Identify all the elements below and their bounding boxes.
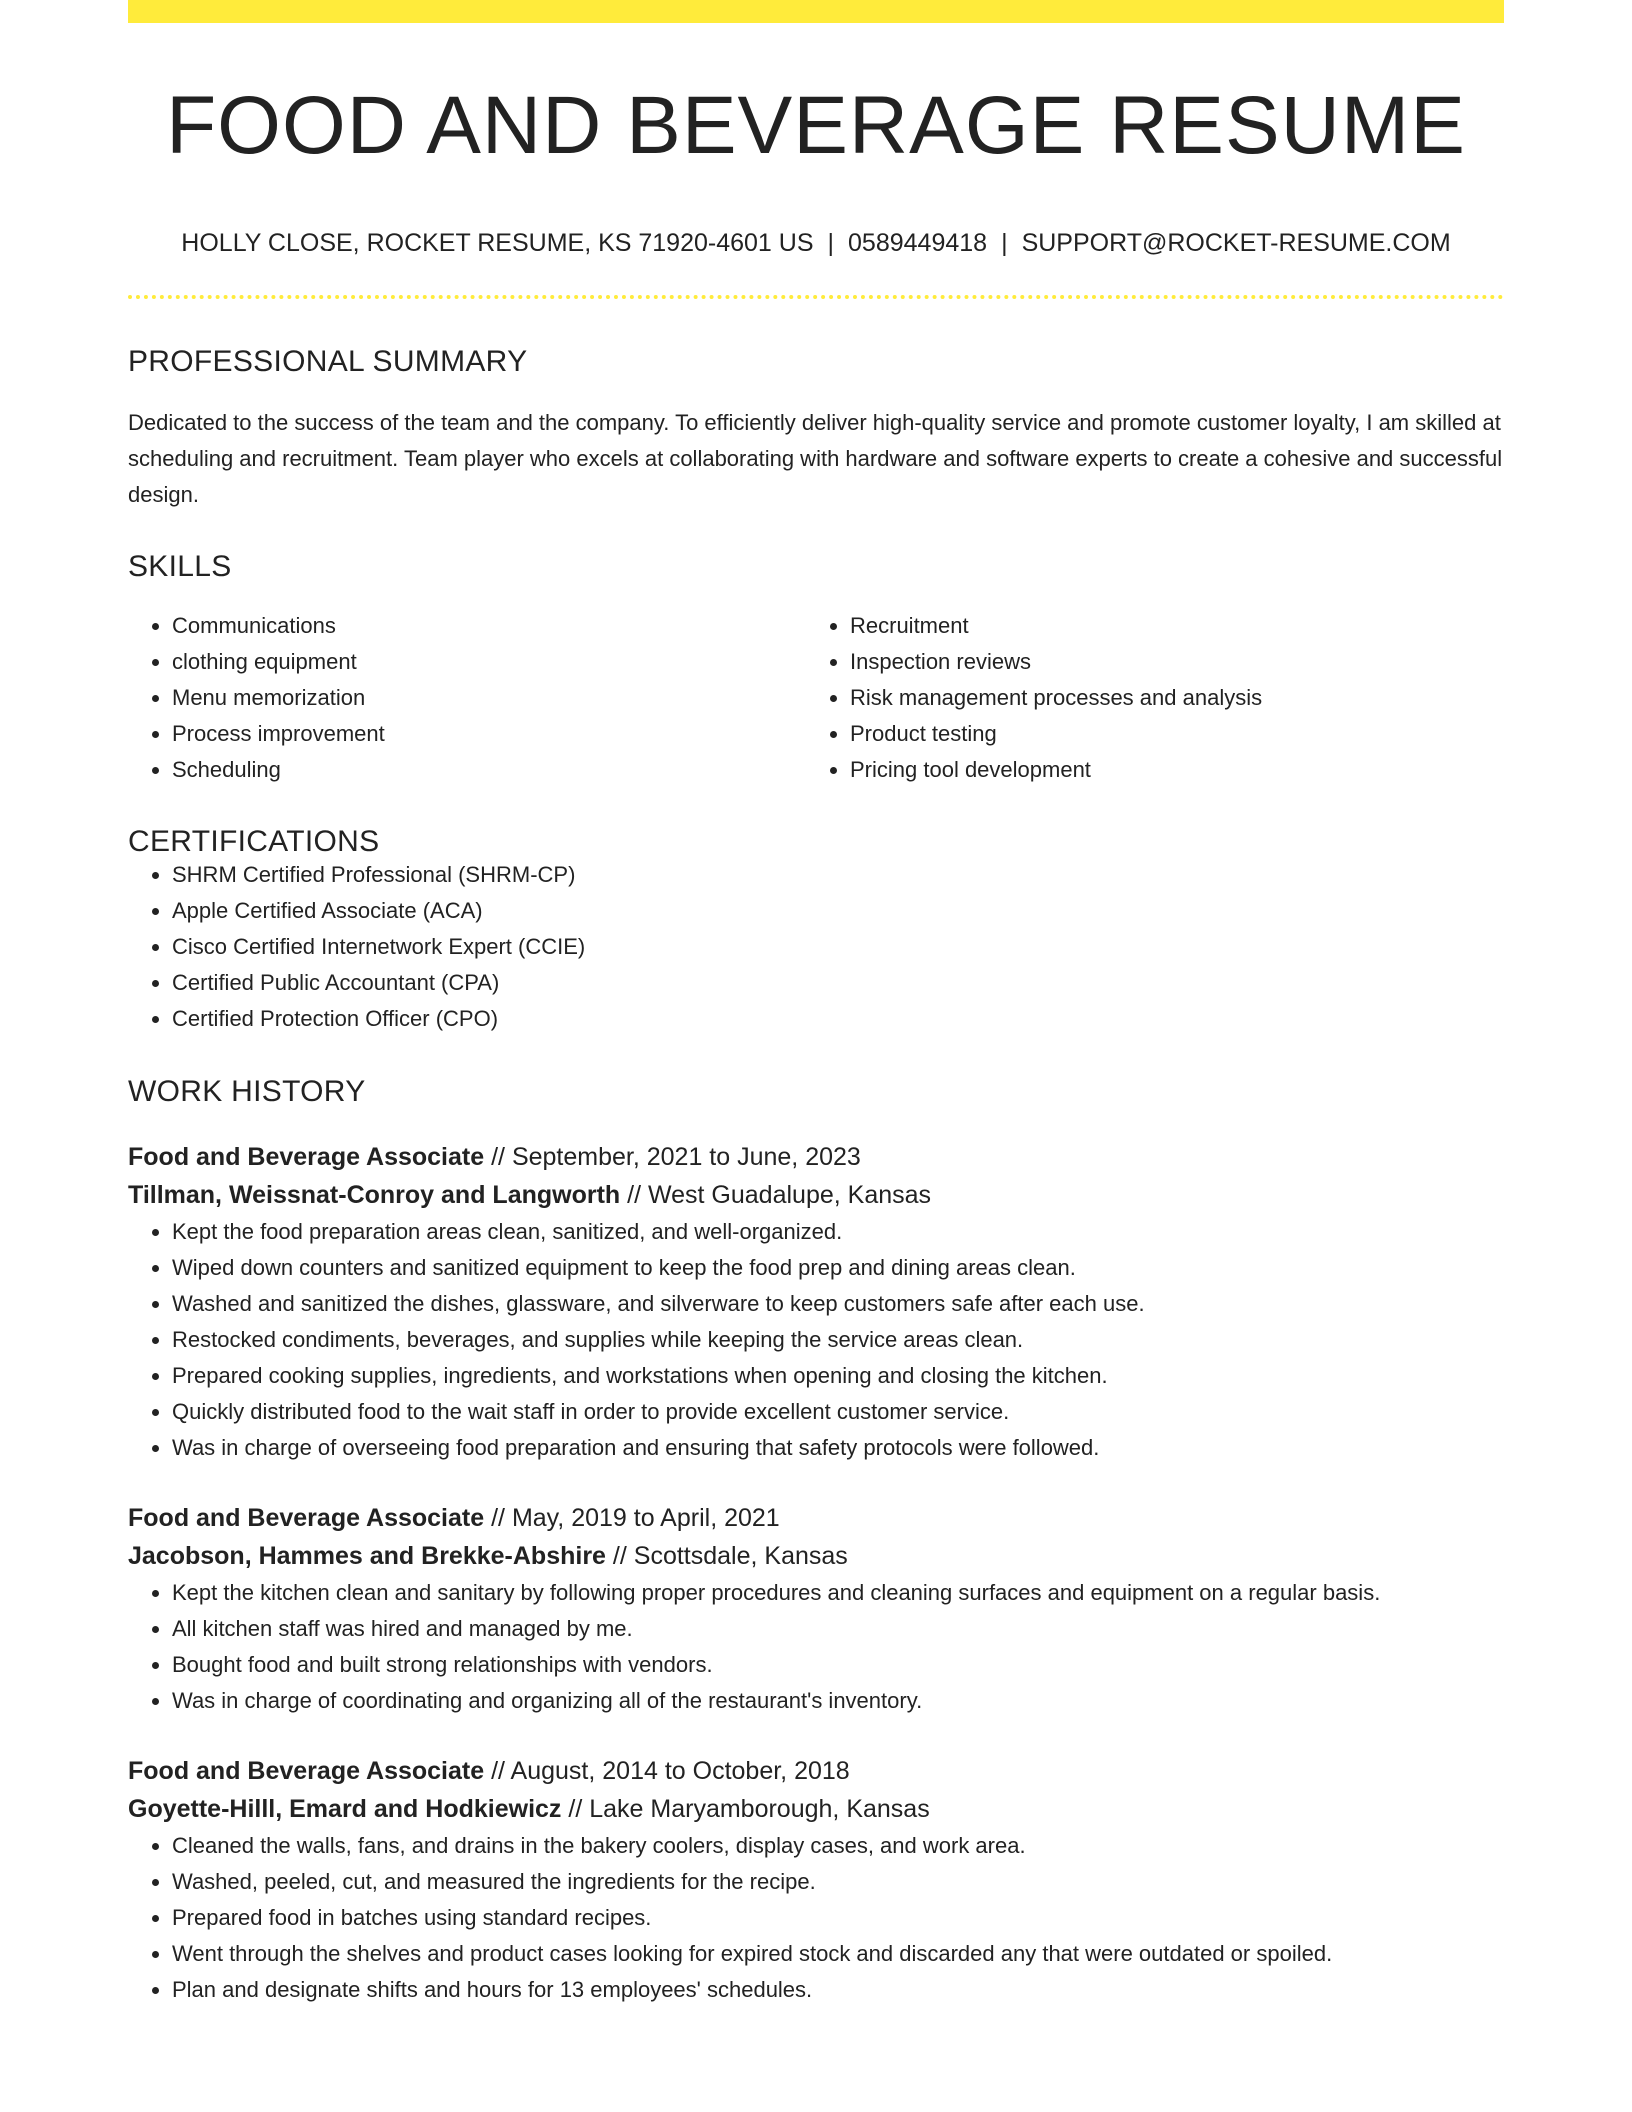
job-separator: // — [561, 1795, 590, 1823]
skill-item: • Scheduling — [172, 752, 806, 788]
contact-separator: | — [827, 229, 835, 257]
job-separator: // — [484, 1143, 512, 1171]
job-dates: May, 2019 to April, 2021 — [511, 1504, 780, 1532]
job-separator: // — [484, 1504, 512, 1532]
job-duty-item: • Prepared cooking supplies, ingredients, and workstations when opening and closing the kitchen. — [172, 1358, 1504, 1394]
certification-item: • Apple Certified Associate (ACA) — [172, 893, 1504, 929]
certification-item: • SHRM Certified Professional (SHRM-CP) — [172, 857, 1504, 893]
dotted-divider — [128, 295, 1504, 299]
skill-item: • Recruitment — [850, 608, 1484, 644]
resume-title: FOOD AND BEVERAGE RESUME — [166, 80, 1466, 171]
job-duty-item: • Cleaned the walls, fans, and drains in the bakery coolers, display cases, and work area. — [172, 1828, 1504, 1864]
job-title: Food and Beverage Associate — [128, 1504, 485, 1532]
job-separator: // — [484, 1757, 511, 1785]
skill-item: • Communications — [172, 608, 806, 644]
job-company: Tillman, Weissnat-Conroy and Langworth — [128, 1181, 621, 1209]
job-company: Jacobson, Hammes and Brekke-Abshire — [128, 1542, 606, 1570]
job-company: Goyette-Hilll, Emard and Hodkiewicz — [128, 1795, 562, 1823]
accent-top-bar — [128, 0, 1504, 23]
job-dates: September, 2021 to June, 2023 — [511, 1143, 861, 1171]
job-duty-item: • Plan and designate shifts and hours for 13 employees' schedules. — [172, 1972, 1504, 2008]
job-title-line — [128, 1752, 1504, 1790]
skills-heading: SKILLS — [128, 550, 232, 583]
job-title: Food and Beverage Associate — [128, 1757, 485, 1785]
job-duty-item: • Washed, peeled, cut, and measured the ingredients for the recipe. — [172, 1864, 1504, 1900]
job-duty-item: • Washed and sanitized the dishes, glassware, and silverware to keep customers safe after each use. — [172, 1286, 1504, 1322]
summary-heading: PROFESSIONAL SUMMARY — [128, 345, 528, 378]
job-duties-list — [128, 1214, 1504, 1466]
certification-item: • Certified Public Accountant (CPA) — [172, 965, 1504, 1001]
summary-text: Dedicated to the success of the team and the company. To efficiently deliver high-quality service and promote customer loyalty, I am skilled at scheduling and recruitment. Team player who excels at collaborating with hardware and software experts to create a cohesive and successful design. — [128, 410, 1503, 507]
skill-item: • Pricing tool development — [850, 752, 1484, 788]
job-duty-item: • Was in charge of overseeing food preparation and ensuring that safety protocols were followed. — [172, 1430, 1504, 1466]
job-duty-item: • Kept the food preparation areas clean, sanitized, and well-organized. — [172, 1214, 1504, 1250]
job-duty-item: • Bought food and built strong relationships with vendors. — [172, 1647, 1504, 1683]
job-separator: // — [620, 1181, 648, 1209]
job-separator: // — [605, 1542, 634, 1570]
job-dates: August, 2014 to October, 2018 — [510, 1757, 850, 1785]
work-history-heading: WORK HISTORY — [128, 1075, 366, 1108]
job-duty-item: • Went through the shelves and product cases looking for expired stock and discarded any that were outdated or spoiled. — [172, 1936, 1504, 1972]
skill-item: • Menu memorization — [172, 680, 806, 716]
job-title-line — [128, 1499, 1504, 1537]
job-entry — [128, 1499, 1504, 1719]
contact-address: HOLLY CLOSE, ROCKET RESUME, KS 71920-4601 US — [181, 229, 814, 257]
skills-right-list — [806, 608, 1484, 788]
certifications-heading: CERTIFICATIONS — [128, 825, 380, 858]
job-duty-item: • Kept the kitchen clean and sanitary by following proper procedures and cleaning surfaces and equipment on a regular basis. — [172, 1575, 1504, 1611]
contact-email: SUPPORT@ROCKET-RESUME.COM — [1021, 229, 1451, 257]
resume-page — [128, 0, 1504, 2008]
certification-item: • Certified Protection Officer (CPO) — [172, 1001, 1504, 1037]
skills-left-list — [128, 608, 806, 788]
contact-separator: | — [1001, 229, 1008, 257]
job-duties-list — [128, 1575, 1504, 1719]
job-location: Lake Maryamborough, Kansas — [589, 1795, 930, 1823]
certification-item: • Cisco Certified Internetwork Expert (CCIE) — [172, 929, 1504, 965]
job-company-line — [128, 1537, 1504, 1575]
job-duty-item: • Prepared food in batches using standard recipes. — [172, 1900, 1504, 1936]
job-duties-list — [128, 1828, 1504, 2008]
job-duty-item: • Quickly distributed food to the wait staff in order to provide excellent customer service. — [172, 1394, 1504, 1430]
job-entry — [128, 1138, 1504, 1466]
job-duty-item: • Restocked condiments, beverages, and supplies while keeping the service areas clean. — [172, 1322, 1504, 1358]
job-location: Scottsdale, Kansas — [633, 1542, 848, 1570]
skill-item: • Inspection reviews — [850, 644, 1484, 680]
job-title-line — [128, 1138, 1504, 1176]
skill-item: • clothing equipment — [172, 644, 806, 680]
job-company-line — [128, 1790, 1504, 1828]
job-title: Food and Beverage Associate — [128, 1143, 485, 1171]
skill-item: • Product testing — [850, 716, 1484, 752]
skills-grid — [128, 608, 1504, 788]
job-company-line — [128, 1176, 1504, 1214]
job-duty-item: • Was in charge of coordinating and organizing all of the restaurant's inventory. — [172, 1683, 1504, 1719]
job-location: West Guadalupe, Kansas — [647, 1181, 932, 1209]
job-duty-item: • Wiped down counters and sanitized equipment to keep the food prep and dining areas clean. — [172, 1250, 1504, 1286]
contact-phone: 0589449418 — [848, 229, 988, 257]
job-entry — [128, 1752, 1504, 2008]
skill-item: • Risk management processes and analysis — [850, 680, 1484, 716]
certifications-list — [128, 857, 1504, 1037]
job-duty-item: • All kitchen staff was hired and managed by me. — [172, 1611, 1504, 1647]
contact-line — [128, 231, 1504, 256]
skill-item: • Process improvement — [172, 716, 806, 752]
